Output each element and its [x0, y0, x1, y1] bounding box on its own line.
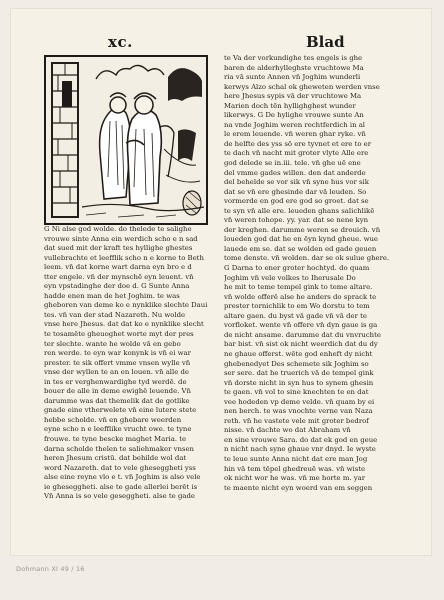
text-line: he mit to teme tempel gink to teme altare. [224, 283, 373, 292]
text-line: ter slechte. wante he wolde vā en gebo [44, 339, 181, 348]
text-line: ie gheseggheti. alse te gade allerlei berēt is [44, 482, 198, 491]
running-head: Blad [306, 33, 345, 51]
text-line: de nicht ansame. darumme dat du vnvruchte [224, 330, 381, 339]
text-line: G Darna to ener groter hochtyd. do quam [224, 264, 370, 273]
text-line: ok nicht wor he was. vn̄ me horte m. yar [224, 474, 366, 483]
text-line: Joghim vn̄ vele volkes to Iherusale Do [224, 273, 356, 282]
text-line: vnse der wyllen te an en louen. vn̄ alle de [44, 368, 189, 377]
text-line: tome denste. vn̄ wolden. dar se ok sulue ghere. [224, 254, 390, 263]
text-line: Marien doch tēn hyllighghest wunder [224, 101, 356, 110]
text-line: dat sued mit der kraft tes hyllighe ghestes [44, 244, 193, 253]
text-line: hebbe scholde. vn̄ en ghebare weerden [44, 415, 182, 424]
text-line: vee hodeden vp deme velde. vn̄ quam by ei [224, 397, 375, 406]
text-line: te dach vn̄ nacht mit groter vlyte Alle ere [224, 149, 369, 158]
text-line: te maente nicht eyn woerd van em seggen [224, 483, 373, 492]
pencil-annotation: Dohmann XI 49 / 16 [16, 565, 85, 573]
text-line: darna scholde thelen te saliehmaker vnsen [44, 444, 194, 453]
text-line: na vnde Joghim weren rechtferdich in al [224, 120, 366, 129]
text-line: prester tornichlik to em Wo dorstu to tem [224, 302, 370, 311]
text-line: gheboren van deme ko e nynklike slechte Daui [44, 301, 208, 310]
text-line: likerwys. G De hylighe vrouwe sunte An [224, 111, 364, 120]
book-page [10, 8, 432, 556]
text-line: vrouwe sinte Anna ein werdich scho e n sad [44, 234, 198, 243]
text-line: kerwys Alzo schal ok gheweten werden vnse [224, 82, 380, 91]
text-line: frouwe. te tyne bescke maghet Maria. te [44, 435, 187, 444]
text-line: ria vā sunte Annen vn̄ Joghim wunderli [224, 73, 361, 82]
text-line: Vn̄ Anna is so vele geseggheti. alse te gade [44, 492, 195, 501]
text-line: n nicht nach syne ghaue vnr dnyd. Ie wyste [224, 445, 376, 454]
text-line: te Va der vorkundighe tes engels is ghe [224, 54, 363, 62]
text-line: alse eine reyne vlo e t. vn̄ Joghim is also vele [44, 473, 201, 482]
text-line: prester. te sik offert vmme vnsen wylle vn̄ [44, 358, 191, 367]
text-line: en sine vrouwe Sara. do dat ek god en geue [224, 435, 378, 444]
text-line: le erem leuende. vn̄ weren ghar ryke. vn̄ [224, 130, 366, 139]
text-line: de helfte des yss sō ere tyvnet et ere to er [224, 139, 372, 148]
text-line: loueden god dat he en ēyn kynd gheue. wue [224, 235, 378, 244]
text-line: del vmme gades willen. den dat anderde [224, 168, 366, 177]
right-text-column [224, 54, 408, 493]
text-line: altare gaen. du byst vā gade vn̄ vā der te [224, 311, 367, 320]
left-text-column [44, 225, 210, 502]
text-line: reth. vn̄ he vastete vele mit groter bedrof [224, 416, 369, 425]
text-line: dat se vn̄ ere ghesinde dar vā leuden. So [224, 187, 367, 196]
text-line: ser sere. dat he truerich vā de tempel gink [224, 369, 374, 378]
text-line: te tosamēte gheuoghet worte myt der pres [44, 330, 194, 339]
text-line: vn̄ dorste nicht in syn hus to synem ghesin [224, 378, 374, 387]
text-line: nisse. vn̄ dachte wo dat Abraham vn̄ [224, 426, 351, 435]
text-line: te syn vn̄ alle ere. leueden ghans salichlikē [224, 206, 375, 215]
text-line: tter engele. vn̄ der mynschē eyn leuent. vn̄ [44, 272, 194, 281]
text-line: lauede em se. dat se wolden ed gade geuen [224, 244, 377, 253]
text-line: vullebrachte et leefflik scho n e korne to Beth [44, 253, 204, 262]
text-line: bouer de alle in deme ewighē leuende. Vn̄ [44, 387, 191, 396]
text-line: tes. vn̄ van der stad Nazareth. Nu wolde [44, 310, 186, 319]
woodcut-illustration [44, 55, 208, 225]
text-line: vormerde en god ere god so groet. dat se [224, 197, 369, 206]
text-line: ren werde. te eyn war konynk is vn̄ ei war [44, 349, 191, 358]
text-line: ghebenedyet Des schemete sik Joghim so [224, 359, 369, 368]
text-line: here Jhesus sypis vā der vruchtowe Ma [224, 92, 362, 101]
text-line: word Nazareth. dat to vele gheseggheti yss [44, 463, 196, 472]
text-line: bar bist. vn̄ sist ok nicht weerdich dat du dy [224, 340, 378, 349]
text-line: nen berch. te was vnochte verne van Naza [224, 407, 373, 416]
text-line: god delede se in.iii. tele. vn̄ ghe uē ene [224, 159, 361, 168]
text-line: eyne scho n e leefflike vrucht owe. te tyne [44, 425, 192, 434]
text-line: vn̄ weren tohope. yy. yar. dat se nene kyn [224, 216, 369, 225]
text-line: der kreghen. darumme weren se drouich. vn̄ [224, 225, 381, 234]
text-line: leem. vn̄ dat korne wart darna eyn bro e d [44, 263, 192, 272]
text-line: darumme was dat themelik dat de gotlike [44, 396, 190, 405]
text-line: te gaen. vn̄ vol to sine knechten te en dat [224, 388, 369, 397]
text-line: ne ghaue offerst. wēte god enheft dy nicht [224, 349, 373, 358]
text-line: gnade eine vtherwelete vn̄ eine lutere stete [44, 406, 197, 415]
text-line: heren Jhesum cristū. dat behilde wol dat [44, 454, 187, 463]
text-line: in tes er verghenwardighe tyd werdē. de [44, 377, 187, 386]
text-line: G Ni alse god wolde. do thelede te salighe [44, 225, 192, 233]
folio-number: xc. [108, 33, 133, 51]
text-line: vorfloket. wente vn̄ offere vn̄ dyn gaue is ga [224, 321, 378, 330]
text-line: eyn vpstadinghe der doe d. G Sunte Anna [44, 282, 190, 291]
text-line: vnse here Jhesus. dat dat ko e nynklike slecht [44, 320, 204, 329]
text-line: vn̄ wolde offerē alse he anders do sprack te [224, 292, 377, 301]
text-line: del behelde se vor sik vn̄ syne hus vor sik [224, 178, 369, 187]
text-line: hin vā tem tēpel ghedreuē was. vn̄ wiste [224, 464, 366, 473]
text-line: te leue sunte Anna nicht dat ere man Jog [224, 454, 368, 463]
text-line: baren de alderhylleghste vruchtowe Ma [224, 63, 364, 72]
text-line: hadde enen man de het Joghim. te was [44, 291, 180, 300]
